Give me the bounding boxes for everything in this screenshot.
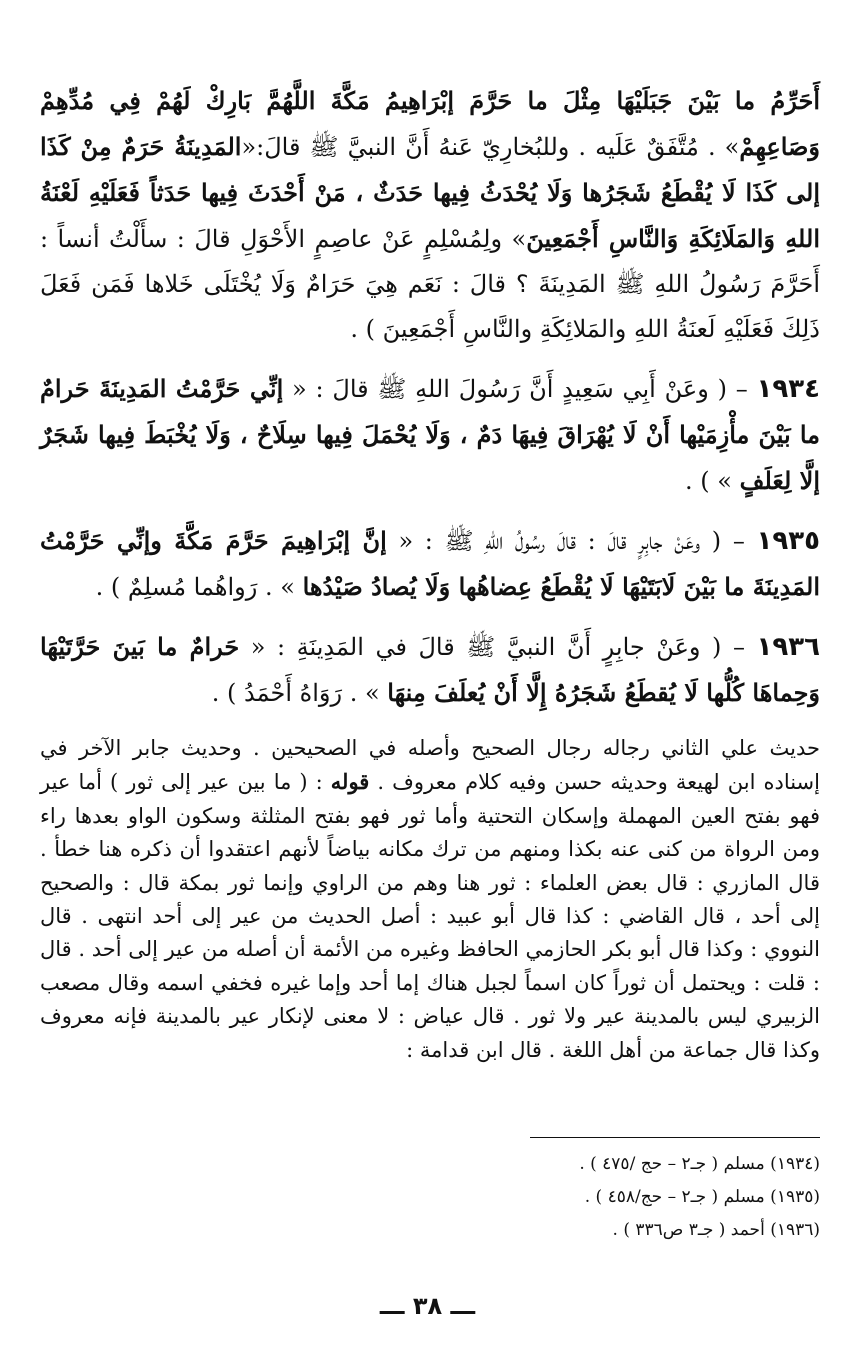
hadith-text: » ولِمُسْلِمٍ عَنْ عاصِمٍ الأَحْوَلِ قالَ : سأَلْتُ أنساً : أَحَرَّمَ رَسُولُ اللهِ ﷺ المَدِينَةَ ؟ قالَ : نَعَم هِيَ حَرَامٌ وَلَا يُخْتَلَى خَلاها فَمَن فَعَلَ ذَلِكَ فَعَلَيْهِ لَعنَةُ اللهِ والمَلائِكَةِ والنَّاسِ أَجْمَعِينَ ) . xyxy=(40,225,820,343)
hadith-text: » . رَوَاهُ أَحْمَدُ ) . xyxy=(211,679,388,707)
hadith-text-bold: حَرامٌ ما بَينَ حَرَّتَيْهَا وَحِماهَا كُلُّها لَا يُقطَعُ شَجَرُهُ إِلَّا أَنْ يُعلَفَ مِنهَا xyxy=(40,632,820,707)
footnote-1935: (١٩٣٥) مسلم ( جـ٢ – حج/٤٥٨ ) . xyxy=(584,1187,820,1207)
hadith-intro: – ( وعَنْ جابِرٍ أَنَّ النبيَّ ﷺ قالَ في المَدِينَةِ : « xyxy=(239,633,757,661)
hadith-text-bold: المَدِينَةُ حَرَمٌ مِنْ كَذَا إلى كَذَا لَا يُقْطَعُ شَجَرُها وَلَا يُحْدَثُ فِيها حَدَثٌ ، مَنْ أَحْدَثَ فِيها حَدَثاً فَعَلَيْهِ لَعْنَةُ اللهِ وَالمَلَائِكَةِ وَالنَّاسِ أَجْمَعِينَ xyxy=(40,132,820,253)
hadith-text-bold: إنَّ إبْرَاهِيمَ حَرَّمَ مَكَّةَ وإنِّي حَرَّمْتُ المَدِينَةَ ما بَيْنَ لَابَتَيْهَا لَا يُقْطَعُ عِضاهُها وَلَا يُصادُ صَيْدُها xyxy=(40,526,820,601)
hadith-number: ١٩٣٤ xyxy=(756,374,821,404)
hadith-number: ١٩٣٦ xyxy=(756,632,821,662)
hadith-text-bold: إنِّي حَرَّمْتُ المَدِينَةَ حَرامٌ ما بَيْنَ مأْزِمَيْها أَنْ لَا يُهْرَاقَ فِيهَا دَمٌ ، وَلَا يُحْمَلَ فِيها سِلَاحٌ ، وَلَا يُخْبَطَ فِيها شَجَرٌ إلَّا لِعَلَفٍ xyxy=(40,374,820,495)
commentary-paragraph xyxy=(40,732,820,1067)
hadith-intro: – ( وعَنْ جابِرٍ قالَ : قالَ رسُولُ اللهِ ﷺ : « xyxy=(386,527,757,555)
hadith-text-bold: أَحَرِّمُ ما بَيْنَ جَبَلَيْهَا مِثْلَ ما حَرَّمَ إبْرَاهِيمُ مَكَّةَ اللَّهُمَّ بَارِكْ لَهُمْ فِي مُدِّهِمْ وَصَاعِهِمْ xyxy=(40,86,821,161)
hadith-continuation xyxy=(40,78,820,352)
commentary-text: : ( ما بين عير إلى ثور ) أما عير فهو بفتح العين المهملة وإسكان التحتية وأما ثور فهو بفتح المثلثة وسكون الواو بعدها راء ومن الرواة من كنى عنه بكذا ومنهم من ترك مكانه بياضاً لأنهم اعتقدوا أن ذكره هنا خطأ . قال المازري : قال بعض العلماء : ثور هنا وهم من الراوي وإنما ثور بمكة قال : والصحيح إلى أحد ، قال القاضي : كذا قال أبو عبيد : أصل الحديث من عير إلى أحد انتهى . قال النووي : وكذا قال أبو بكر الحازمي الحافظ وغيره من الأئمة أن أصله من عير إلى أحد . قال : قلت : ويحتمل أن ثوراً كان اسماً لجبل هناك إما أحد وإما غيره فخفي اسمه وقال مصعب الزبيري ليس بالمدينة عير ولا ثور . قال عياض : لا معنى لإنكار عير بالمدينة فإنه معروف وكذا قال جماعة من أهل اللغة . قال ابن قدامة : xyxy=(40,770,820,1062)
footnotes xyxy=(400,1148,820,1247)
hadith-1935 xyxy=(40,518,820,610)
footnote-1936: (١٩٣٦) أحمد ( جـ٣ ص٣٣٦ ) . xyxy=(612,1220,820,1240)
page-body xyxy=(40,78,820,1067)
footnote-divider xyxy=(530,1137,820,1138)
footnote-1934: (١٩٣٤) مسلم ( جـ٢ – حج /٤٧٥ ) . xyxy=(579,1154,820,1174)
commentary-label: قوله xyxy=(330,769,370,795)
hadith-text: » . رَواهُما مُسلِمٌ ) . xyxy=(95,573,303,601)
hadith-text: » ) . xyxy=(685,467,740,495)
hadith-1936 xyxy=(40,624,820,716)
hadith-1934 xyxy=(40,366,820,504)
commentary-text: حديث علي الثاني رجاله رجال الصحيح وأصله في الصحيحين . وحديث جابر الآخر في إسناده ابن لهيعة وحديثه حسن وفيه كلام معروف . xyxy=(40,736,820,795)
hadith-text: » . مُتَّفَقٌ عَلَيه . وللبُخارِيّ عَنهُ أَنَّ النبيَّ ﷺ قالَ:« xyxy=(241,133,740,161)
hadith-number: ١٩٣٥ xyxy=(756,526,820,556)
hadith-intro: – ( وعَنْ أَبِي سَعِيدٍ أَنَّ رَسُولَ اللهِ ﷺ قالَ : « xyxy=(283,375,757,403)
page-number: ـــ ٣٨ ـــ xyxy=(379,1292,476,1320)
